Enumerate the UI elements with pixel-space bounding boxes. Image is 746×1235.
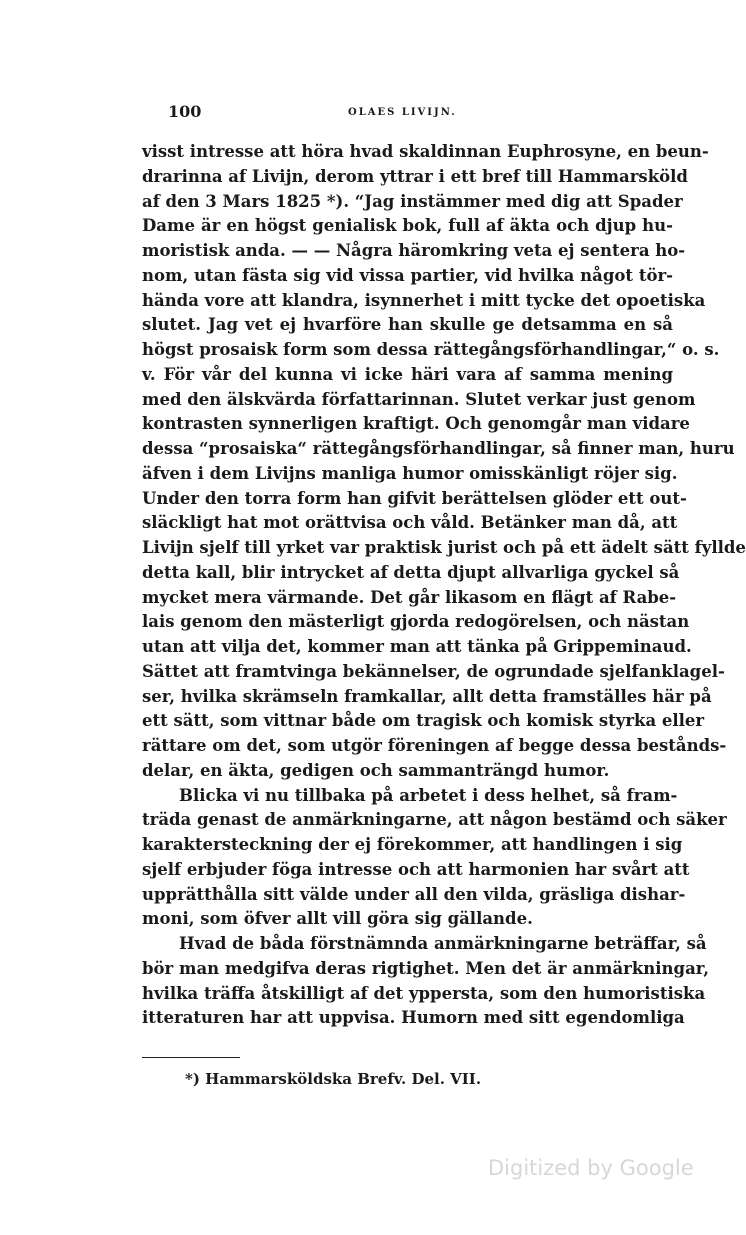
text-line: Blicka vi nu tillbaka på arbetet i dess helhet, så fram- xyxy=(179,785,678,805)
text-line: drarinna af Livijn, derom yttrar i ett bref till Hammarsköld xyxy=(142,166,688,186)
text-line: ser, hvilka skrämseln framkallar, allt detta framställes här på xyxy=(142,686,712,706)
text-line: itteraturen har att uppvisa. Humorn med sitt egendomliga xyxy=(142,1008,685,1028)
footnote-divider xyxy=(142,1057,240,1058)
body-text xyxy=(142,140,746,1031)
footnote: *) Hammarsköldska Brefv. Del. VII. xyxy=(185,1070,482,1088)
text-line: ett sätt, som vittnar både om tragisk och komisk styrka eller xyxy=(142,711,705,731)
text-line: lais genom den mästerligt gjorda redogörelsen, och nästan xyxy=(142,612,690,632)
text-line: bör man medgifva deras rigtighet. Men det är anmärkningar, xyxy=(142,958,709,978)
text-line: högst prosaisk form som dessa rättegångsförhandlingar,“ o. s. xyxy=(142,340,720,359)
text-line: hända vore att klandra, isynnerhet i mitt tycke det opoetiska xyxy=(142,290,706,310)
text-line: karaktersteckning der ej förekommer, att handlingen i sig xyxy=(142,835,683,854)
text-line: Under den torra form han gifvit berättelsen glöder ett out- xyxy=(142,488,687,508)
text-line: dessa “prosaiska“ rättegångsförhandlingar, så finner man, huru xyxy=(142,439,735,458)
text-line: visst intresse att höra hvad skaldinnan Euphrosyne, en beun- xyxy=(142,142,709,161)
text-line: utan att vilja det, kommer man att tänka på Grippeminaud. xyxy=(142,637,692,656)
text-line: af den 3 Mars 1825 *). “Jag instämmer med dig att Spader xyxy=(142,191,683,211)
text-line: Sättet att framtvinga bekännelser, de ogrundade sjelfanklagel- xyxy=(142,661,725,681)
text-line: släckligt hat mot orättvisa och våld. Betänker man då, att xyxy=(142,513,678,533)
text-line: mycket mera värmande. Det går likasom en flägt af Rabe- xyxy=(142,587,677,607)
text-line: äfven i dem Livijns manliga humor omisskänligt röjer sig. xyxy=(142,463,678,483)
watermark: Digitized by Google xyxy=(488,1156,694,1180)
text-line: upprätthålla sitt välde under all den vilda, gräsliga dishar- xyxy=(142,884,686,904)
text-line: slutet. Jag vet ej hvarföre han skulle ge detsamma en så xyxy=(142,315,673,335)
text-line: moristisk anda. — — Några häromkring veta ej sentera ho- xyxy=(142,241,686,260)
text-line: moni, som öfver allt vill göra sig gällande. xyxy=(142,909,533,929)
text-line: Hvad de båda förstnämnda anmärkningarne beträffar, så xyxy=(179,934,707,953)
text-line: sjelf erbjuder föga intresse och att harmonien har svårt att xyxy=(142,859,690,879)
text-line: nom, utan fästa sig vid vissa partier, vid hvilka något tör- xyxy=(142,265,673,285)
page-header xyxy=(168,102,673,126)
text-line: Livijn sjelf till yrket var praktisk jurist och på ett ädelt sätt fyllde xyxy=(142,538,746,557)
running-head: OLAES LIVIJN. xyxy=(348,107,457,118)
text-line: hvilka träffa åtskilligt af det yppersta, som den humoristiska xyxy=(142,983,706,1003)
text-line: med den älskvärda författarinnan. Slutet verkar just genom xyxy=(142,389,696,409)
text-line: v. För vår del kunna vi icke häri vara af samma mening xyxy=(142,364,673,384)
text-line: rättare om det, som utgör föreningen af begge dessa bestånds- xyxy=(142,736,727,755)
text-line: detta kall, blir intrycket af detta djupt allvarliga gyckel så xyxy=(142,562,680,582)
page-number: 100 xyxy=(168,102,202,121)
text-line: träda genast de anmärkningarne, att någon bestämd och säker xyxy=(142,810,727,830)
text-line: kontrasten synnerligen kraftigt. Och genomgår man vidare xyxy=(142,414,690,434)
text-line: delar, en äkta, gedigen och sammanträngd humor. xyxy=(142,760,610,780)
text-line: Dame är en högst genialisk bok, full af äkta och djup hu- xyxy=(142,216,673,236)
